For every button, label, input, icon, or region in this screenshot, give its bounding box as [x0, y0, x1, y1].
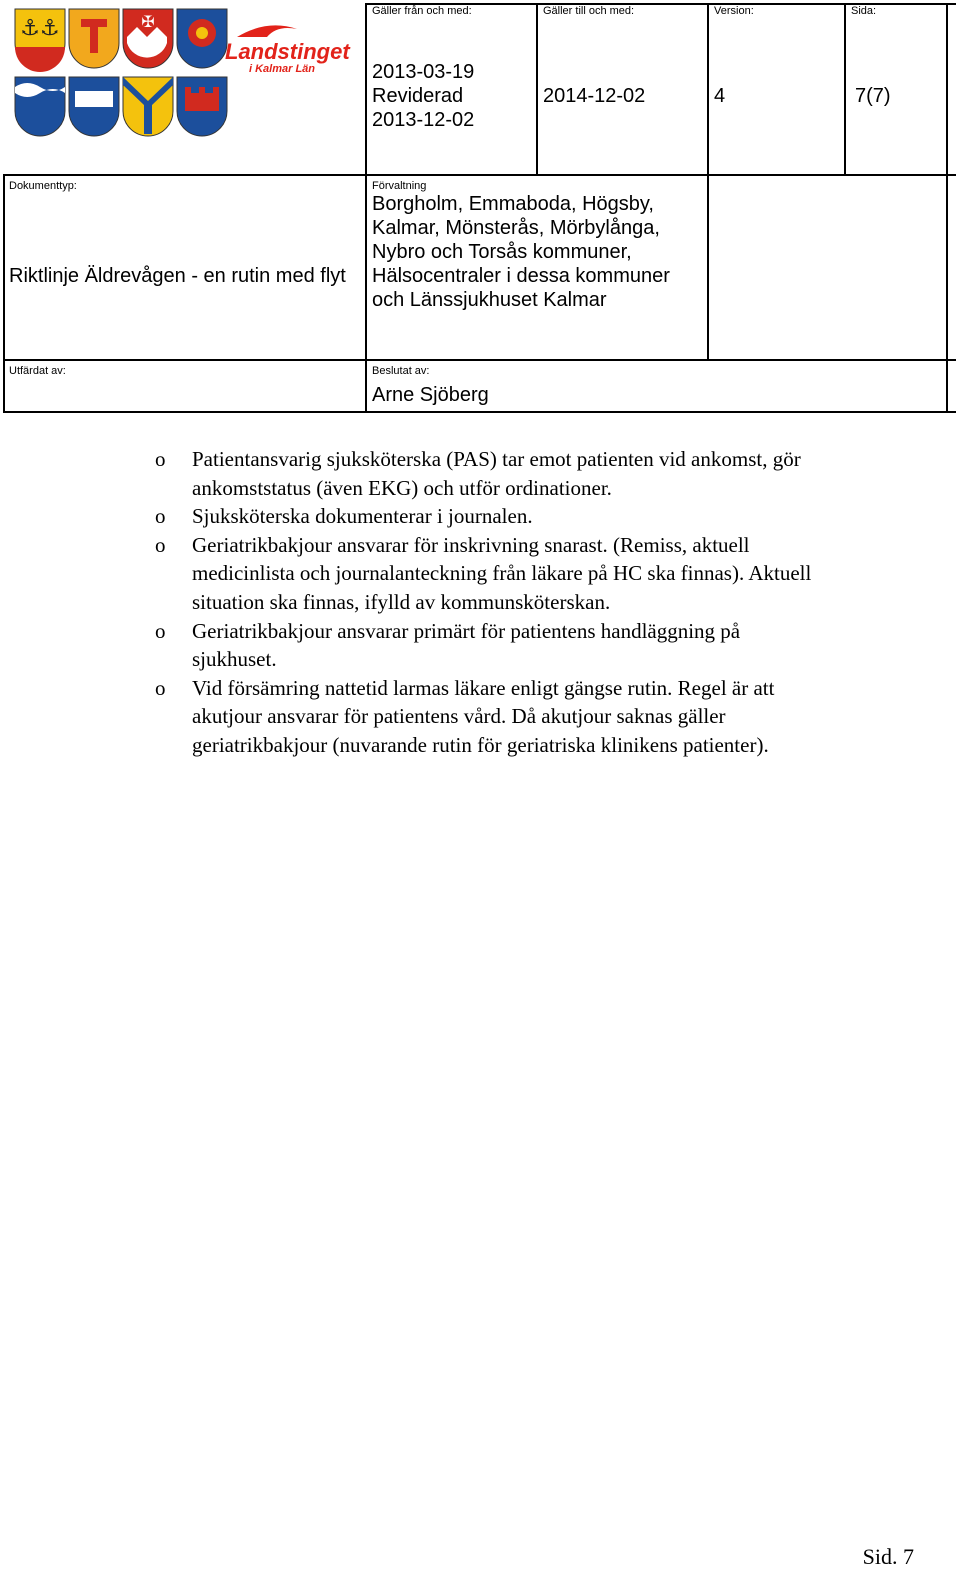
list-item-line: Geriatrikbakjour ansvarar för inskrivning snarast. (Remiss, aktuell [192, 532, 750, 557]
bullet-marker: o [155, 504, 166, 529]
administration-line: Borgholm, Emmaboda, Högsby, [372, 193, 654, 215]
routine-bullet-list [150, 445, 940, 760]
header-border [536, 3, 538, 176]
header-border [3, 411, 956, 413]
list-item-line: sjukhuset. [192, 647, 277, 672]
list-item-line: Vid försämring nattetid larmas läkare enligt gängse rutin. Regel är att [192, 675, 775, 700]
valid-from-date: 2013-03-19 [372, 61, 475, 83]
bullet-marker: o [155, 447, 166, 471]
header-border [365, 3, 367, 413]
bullet-marker: o [155, 532, 166, 557]
bullet-marker: o [155, 675, 166, 700]
list-item-line: geriatrikbakjour (nuvarande rutin för geriatriska klinikens patienter). [192, 732, 769, 757]
list-item-line: situation ska finnas, ifylld av kommunsköterskan. [192, 589, 611, 614]
administration-line: Nybro och Torsås kommuner, [372, 241, 632, 263]
administration-value [372, 192, 670, 312]
page-value: 7(7) [855, 85, 891, 107]
document-header-table [3, 3, 956, 417]
svg-text:⚓⚓: ⚓⚓ [20, 16, 60, 41]
revised-label: Reviderad [372, 85, 464, 107]
brand-subtitle: i Kalmar Län [249, 63, 316, 75]
valid-to-label: Gäller till och med: [543, 5, 635, 17]
bullet-marker: o [155, 618, 166, 643]
revised-date: 2013-12-02 [372, 109, 475, 131]
header-border [3, 359, 956, 361]
document-type-value: Riktlinje Äldrevågen - en rutin med flyt [9, 265, 346, 287]
page-label: Sida: [851, 5, 877, 17]
valid-from-label: Gäller från och med: [372, 5, 472, 17]
list-item-line: Sjuksköterska dokumenterar i journalen. [192, 504, 533, 529]
municipal-coats-of-arms-logo [11, 7, 361, 139]
header-border [707, 3, 709, 361]
list-item [150, 617, 940, 674]
list-item [150, 674, 940, 760]
list-item [150, 531, 940, 617]
list-item-line: medicinlista och journalanteckning från läkare på HC ska finnas). Aktuell [192, 561, 812, 586]
decided-by-label: Beslutat av: [372, 365, 430, 377]
list-item-line: Patientansvarig sjuksköterska (PAS) tar emot patienten vid ankomst, gör [192, 447, 801, 471]
list-item [150, 445, 940, 502]
list-item [150, 502, 940, 531]
header-border [3, 174, 5, 413]
valid-to-value: 2014-12-02 [543, 85, 646, 107]
list-item-line: Geriatrikbakjour ansvarar primärt för patientens handläggning på [192, 618, 741, 643]
administration-label: Förvaltning [372, 180, 427, 192]
issued-by-label: Utfärdat av: [9, 365, 66, 377]
version-value: 4 [714, 85, 726, 107]
administration-line: Kalmar, Mönsterås, Mörbylånga, [372, 217, 660, 239]
list-item-line: akutjour ansvarar för patientens vård. Då akutjour saknas gäller [192, 704, 726, 729]
administration-line: och Länssjukhuset Kalmar [372, 289, 607, 311]
svg-text:✠: ✠ [141, 12, 155, 31]
header-border [3, 174, 956, 176]
header-border [946, 3, 948, 413]
brand-name: Landstinget [225, 39, 350, 64]
list-item-line: ankomststatus (även EKG) och utför ordinationer. [192, 475, 612, 500]
document-type-label: Dokumenttyp: [9, 180, 77, 192]
header-border [844, 3, 846, 176]
administration-line: Hälsocentraler i dessa kommuner [372, 265, 670, 287]
decided-by-value: Arne Sjöberg [372, 384, 489, 406]
page-footer-number: Sid. 7 [862, 1544, 914, 1569]
valid-from-value [372, 60, 474, 132]
version-label: Version: [714, 5, 754, 17]
